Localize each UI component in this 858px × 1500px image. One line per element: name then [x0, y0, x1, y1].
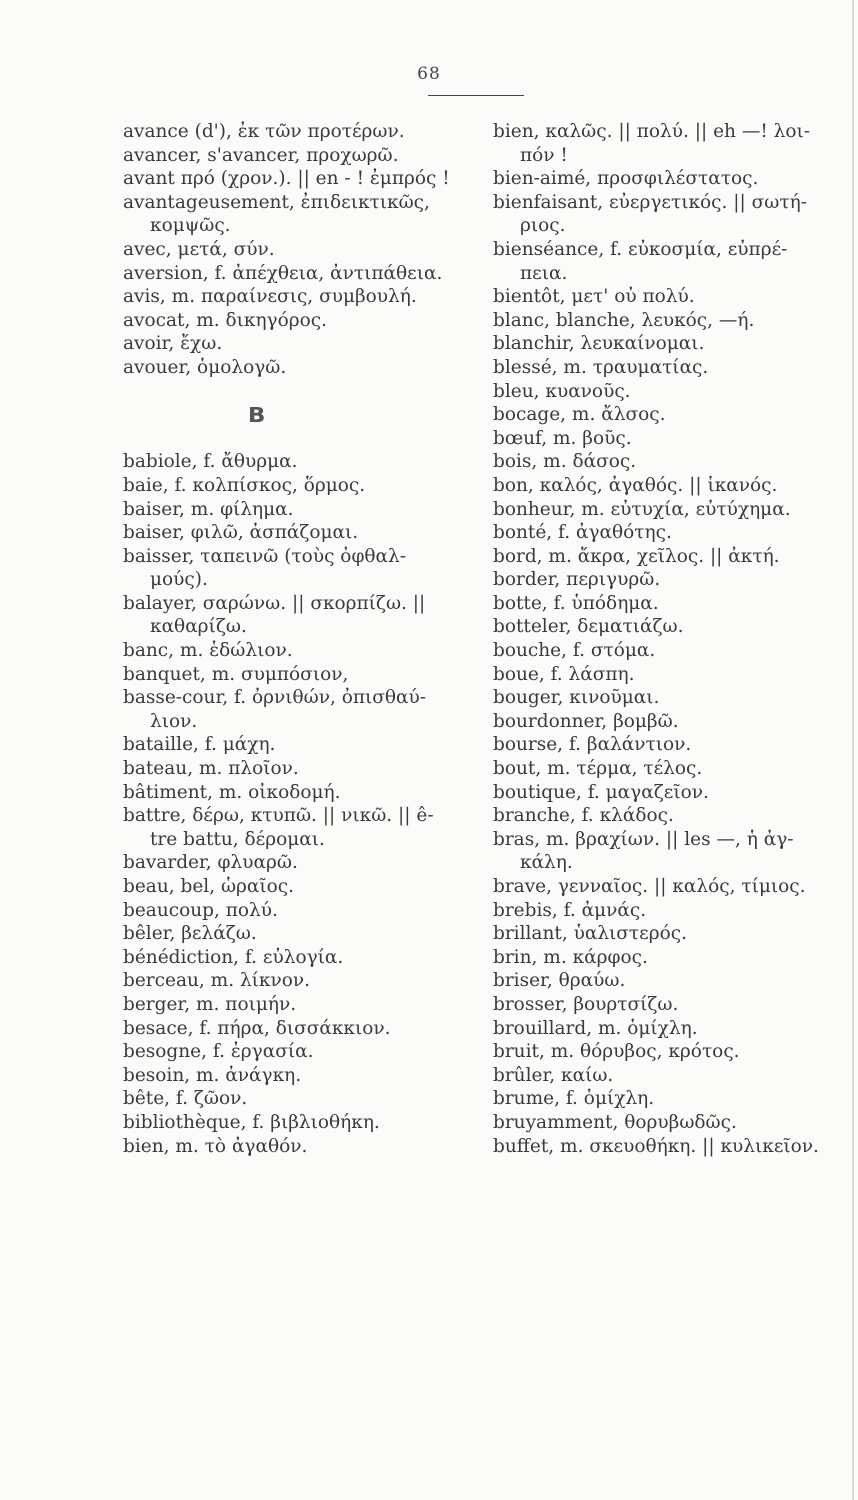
- dictionary-entry: avoir, ἔχω.: [123, 333, 223, 355]
- dictionary-entry: brebis, f. ἀμνάς.: [493, 899, 647, 921]
- dictionary-entry: bouche, f. στόμα.: [493, 640, 656, 662]
- page-number: 68: [417, 64, 441, 84]
- dictionary-entry: bientôt, μετ' οὐ πολύ.: [493, 286, 695, 308]
- dictionary-entry: bonheur, m. εὐτυχία, εὐτύχημα.: [493, 498, 791, 520]
- dictionary-entry: baisser, ταπεινῶ (τοὺς ὀφθαλ-: [123, 545, 407, 567]
- dictionary-entry: besogne, f. ἐργασία.: [123, 1041, 314, 1063]
- dictionary-entry: bout, m. τέρμα, τέλος.: [493, 758, 703, 780]
- dictionary-entry: blanc, blanche, λευκός, —ή.: [493, 309, 755, 331]
- dictionary-entry: bocage, m. ἄλσος.: [493, 404, 666, 426]
- dictionary-entry: bras, m. βραχίων. || les —, ἡ ἀγ-: [493, 828, 794, 850]
- dictionary-entry: baie, f. κολπίσκος, ὅρμος.: [123, 474, 366, 496]
- dictionary-entry: avocat, m. δικηγόρος.: [123, 309, 327, 331]
- dictionary-entry: border, περιγυρῶ.: [493, 569, 661, 591]
- dictionary-entry: bord, m. ἄκρα, χεῖλος. || ἀκτή.: [493, 545, 780, 567]
- dictionary-entry: bouger, κινοῦμαι.: [493, 687, 660, 709]
- dictionary-entry: babiole, f. ἄθυρμα.: [123, 451, 298, 473]
- entry-continuation: πόν !: [520, 144, 568, 166]
- dictionary-entry: bâtiment, m. οἰκοδομή.: [123, 781, 341, 803]
- entry-continuation: καθαρίζω.: [150, 616, 247, 638]
- dictionary-entry: avantageusement, ἐπιδεικτικῶς,: [123, 191, 430, 213]
- dictionary-entry: bête, f. ζῶον.: [123, 1088, 248, 1110]
- dictionary-entry: bon, καλός, ἀγαθός. || ἱκανός.: [493, 474, 778, 496]
- dictionary-entry: balayer, σαρώνω. || σκορπίζω. ||: [123, 592, 426, 614]
- dictionary-entry: bruit, m. θόρυβος, κρότος.: [493, 1041, 740, 1063]
- dictionary-entry: avant πρό (χρον.). || en - ! ἐμπρός !: [123, 168, 450, 190]
- dictionary-entry: brave, γενναῖος. || καλός, τίμιος.: [493, 876, 806, 897]
- dictionary-entry: avec, μετά, σύν.: [123, 238, 275, 260]
- dictionary-entry: basse-cour, f. ὀρνιθών, ὀπισθαύ-: [123, 687, 427, 709]
- dictionary-entry: berger, m. ποιμήν.: [123, 993, 297, 1015]
- dictionary-entry: bénédiction, f. εὐλογία.: [123, 946, 344, 968]
- dictionary-entry: aversion, f. ἀπέχθεια, ἀντιπάθεια.: [123, 262, 443, 284]
- dictionary-entry: bœuf, m. βοῦς.: [493, 427, 632, 449]
- dictionary-entry: baiser, m. φίλημα.: [123, 498, 294, 520]
- dictionary-entry: beaucoup, πολύ.: [123, 899, 278, 921]
- dictionary-entry: blanchir, λευκαίνομαι.: [493, 333, 705, 355]
- dictionary-entry: bourdonner, βομβῶ.: [493, 710, 679, 732]
- dictionary-entry: bavarder, φλυαρῶ.: [123, 852, 298, 874]
- right-column: [493, 120, 843, 1158]
- dictionary-entry: avis, m. παραίνεσις, συμβουλή.: [123, 286, 417, 308]
- dictionary-entry: brin, m. κάρφος.: [493, 946, 648, 968]
- page-edge-line: [852, 0, 854, 1500]
- dictionary-entry: bienséance, f. εὐκοσμία, εὐπρέ-: [493, 238, 788, 260]
- dictionary-entry: brillant, ὑαλιστερός.: [493, 923, 687, 945]
- dictionary-entry: baiser, φιλῶ, ἀσπάζομαι.: [123, 522, 359, 544]
- dictionary-entry: bois, m. δάσος.: [493, 451, 637, 473]
- dictionary-entry: bibliothèque, f. βιβλιοθήκη.: [123, 1111, 380, 1133]
- dictionary-entry: avancer, s'avancer, προχωρῶ.: [123, 144, 399, 166]
- dictionary-entry: bataille, f. μάχη.: [123, 734, 276, 756]
- entry-continuation: κάλη.: [520, 852, 573, 874]
- dictionary-entry: avouer, ὁμολογῶ.: [123, 356, 287, 378]
- dictionary-entry: bateau, m. πλοῖον.: [123, 758, 299, 780]
- dictionary-entry: beau, bel, ὡραῖος.: [123, 876, 295, 898]
- dictionary-entry: avance (d'), ἐκ τῶν προτέρων.: [123, 121, 405, 142]
- dictionary-entry: bêler, βελάζω.: [123, 923, 257, 945]
- entry-continuation: πεια.: [520, 262, 568, 284]
- dictionary-entry: brouillard, m. ὁμίχλη.: [493, 1017, 698, 1039]
- entry-continuation: κομψῶς.: [150, 215, 231, 237]
- dictionary-entry: branche, f. κλάδος.: [493, 805, 674, 827]
- dictionary-entry: boue, f. λάσπη.: [493, 663, 635, 685]
- dictionary-entry: brûler, καίω.: [493, 1064, 614, 1086]
- dictionary-entry: bruyamment, θορυβωδῶς.: [493, 1111, 737, 1133]
- dictionary-entry: buffet, m. σκευοθήκη. || κυλικεῖον.: [493, 1135, 819, 1157]
- dictionary-entry: bleu, κυανοῦς.: [493, 380, 631, 402]
- dictionary-entry: bien, καλῶς. || πολύ. || eh —! λοι-: [493, 121, 811, 142]
- dictionary-entry: brosser, βουρτσίζω.: [493, 993, 679, 1015]
- dictionary-entry: blessé, m. τραυματίας.: [493, 356, 709, 378]
- dictionary-entry: bien, m. τὸ ἀγαθόν.: [123, 1135, 308, 1157]
- dictionary-entry: bienfaisant, εὐεργετικός. || σωτή-: [493, 191, 807, 213]
- entry-continuation: ριος.: [520, 215, 566, 237]
- left-column: [123, 120, 473, 1158]
- dictionary-entry: banc, m. ἑδώλιον.: [123, 640, 293, 662]
- dictionary-entry: bonté, f. ἀγαθότης.: [493, 522, 672, 544]
- dictionary-entry: bourse, f. βαλάντιον.: [493, 734, 692, 756]
- entry-continuation: tre battu, δέρομαι.: [150, 828, 325, 850]
- dictionary-entry: besoin, m. ἀνάγκη.: [123, 1064, 302, 1086]
- dictionary-entry: botteler, δεματιάζω.: [493, 616, 684, 638]
- dictionary-entry: bien-aimé, προσφιλέστατος.: [493, 168, 759, 190]
- entry-continuation: λιον.: [150, 710, 198, 732]
- section-letter: [123, 380, 473, 451]
- dictionary-entry: banquet, m. συμπόσιον,: [123, 663, 349, 685]
- page-number-rule: [428, 95, 524, 96]
- section-letter-glyph: B: [247, 402, 266, 427]
- dictionary-entry: battre, δέρω, κτυπῶ. || νικῶ. || ê-: [123, 805, 434, 827]
- entry-continuation: μούς).: [150, 569, 208, 591]
- dictionary-entry: berceau, m. λίκνον.: [123, 970, 311, 992]
- dictionary-entry: briser, θραύω.: [493, 970, 626, 992]
- dictionary-entry: brume, f. ὁμίχλη.: [493, 1088, 655, 1110]
- dictionary-entry: besace, f. πήρα, δισσάκκιον.: [123, 1017, 391, 1039]
- dictionary-entry: botte, f. ὑπόδημα.: [493, 592, 659, 614]
- dictionary-entry: boutique, f. μαγαζεῖον.: [493, 781, 709, 803]
